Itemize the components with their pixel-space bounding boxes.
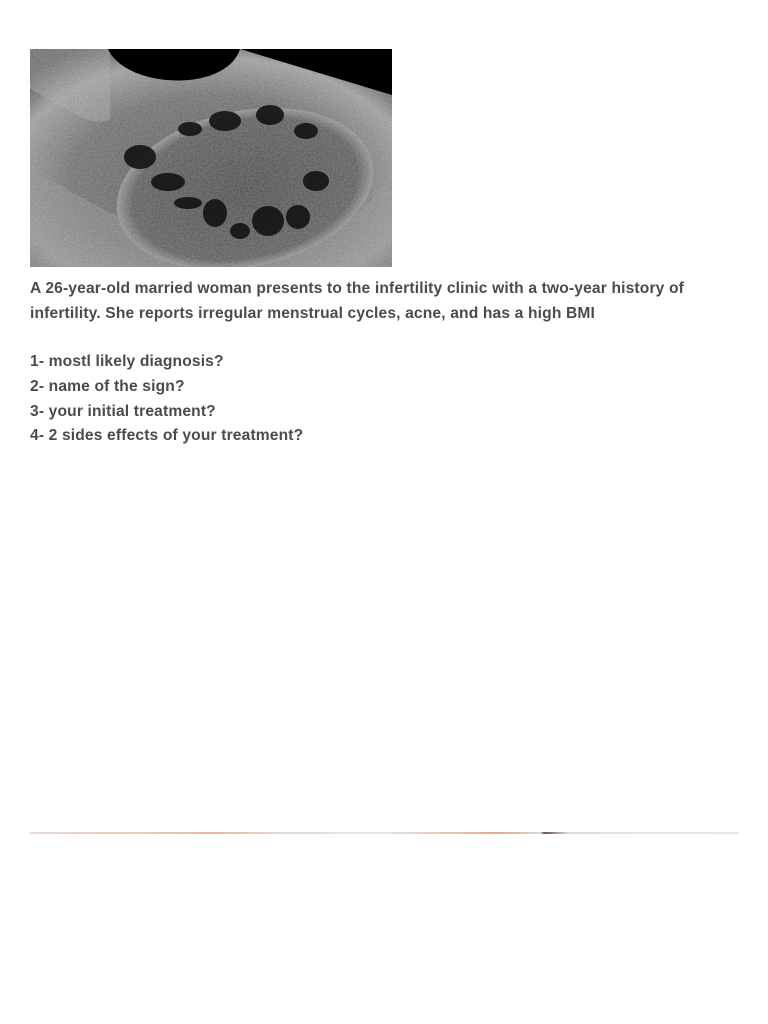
case-description: A 26-year-old married woman presents to the infertility clinic with a two-year history of infertility. She reports irregular menstrual cycles, acne, and has a high BMI	[30, 280, 684, 322]
section-divider	[30, 832, 739, 834]
question-list	[30, 350, 742, 449]
question-1: 1- mostl likely diagnosis?	[30, 353, 224, 370]
question-2: 2- name of the sign?	[30, 377, 185, 395]
question-3: 3- your initial treatment?	[30, 402, 216, 420]
question-4: 4- 2 sides effects of your treatment?	[30, 427, 304, 445]
ultrasound-image	[30, 49, 392, 267]
